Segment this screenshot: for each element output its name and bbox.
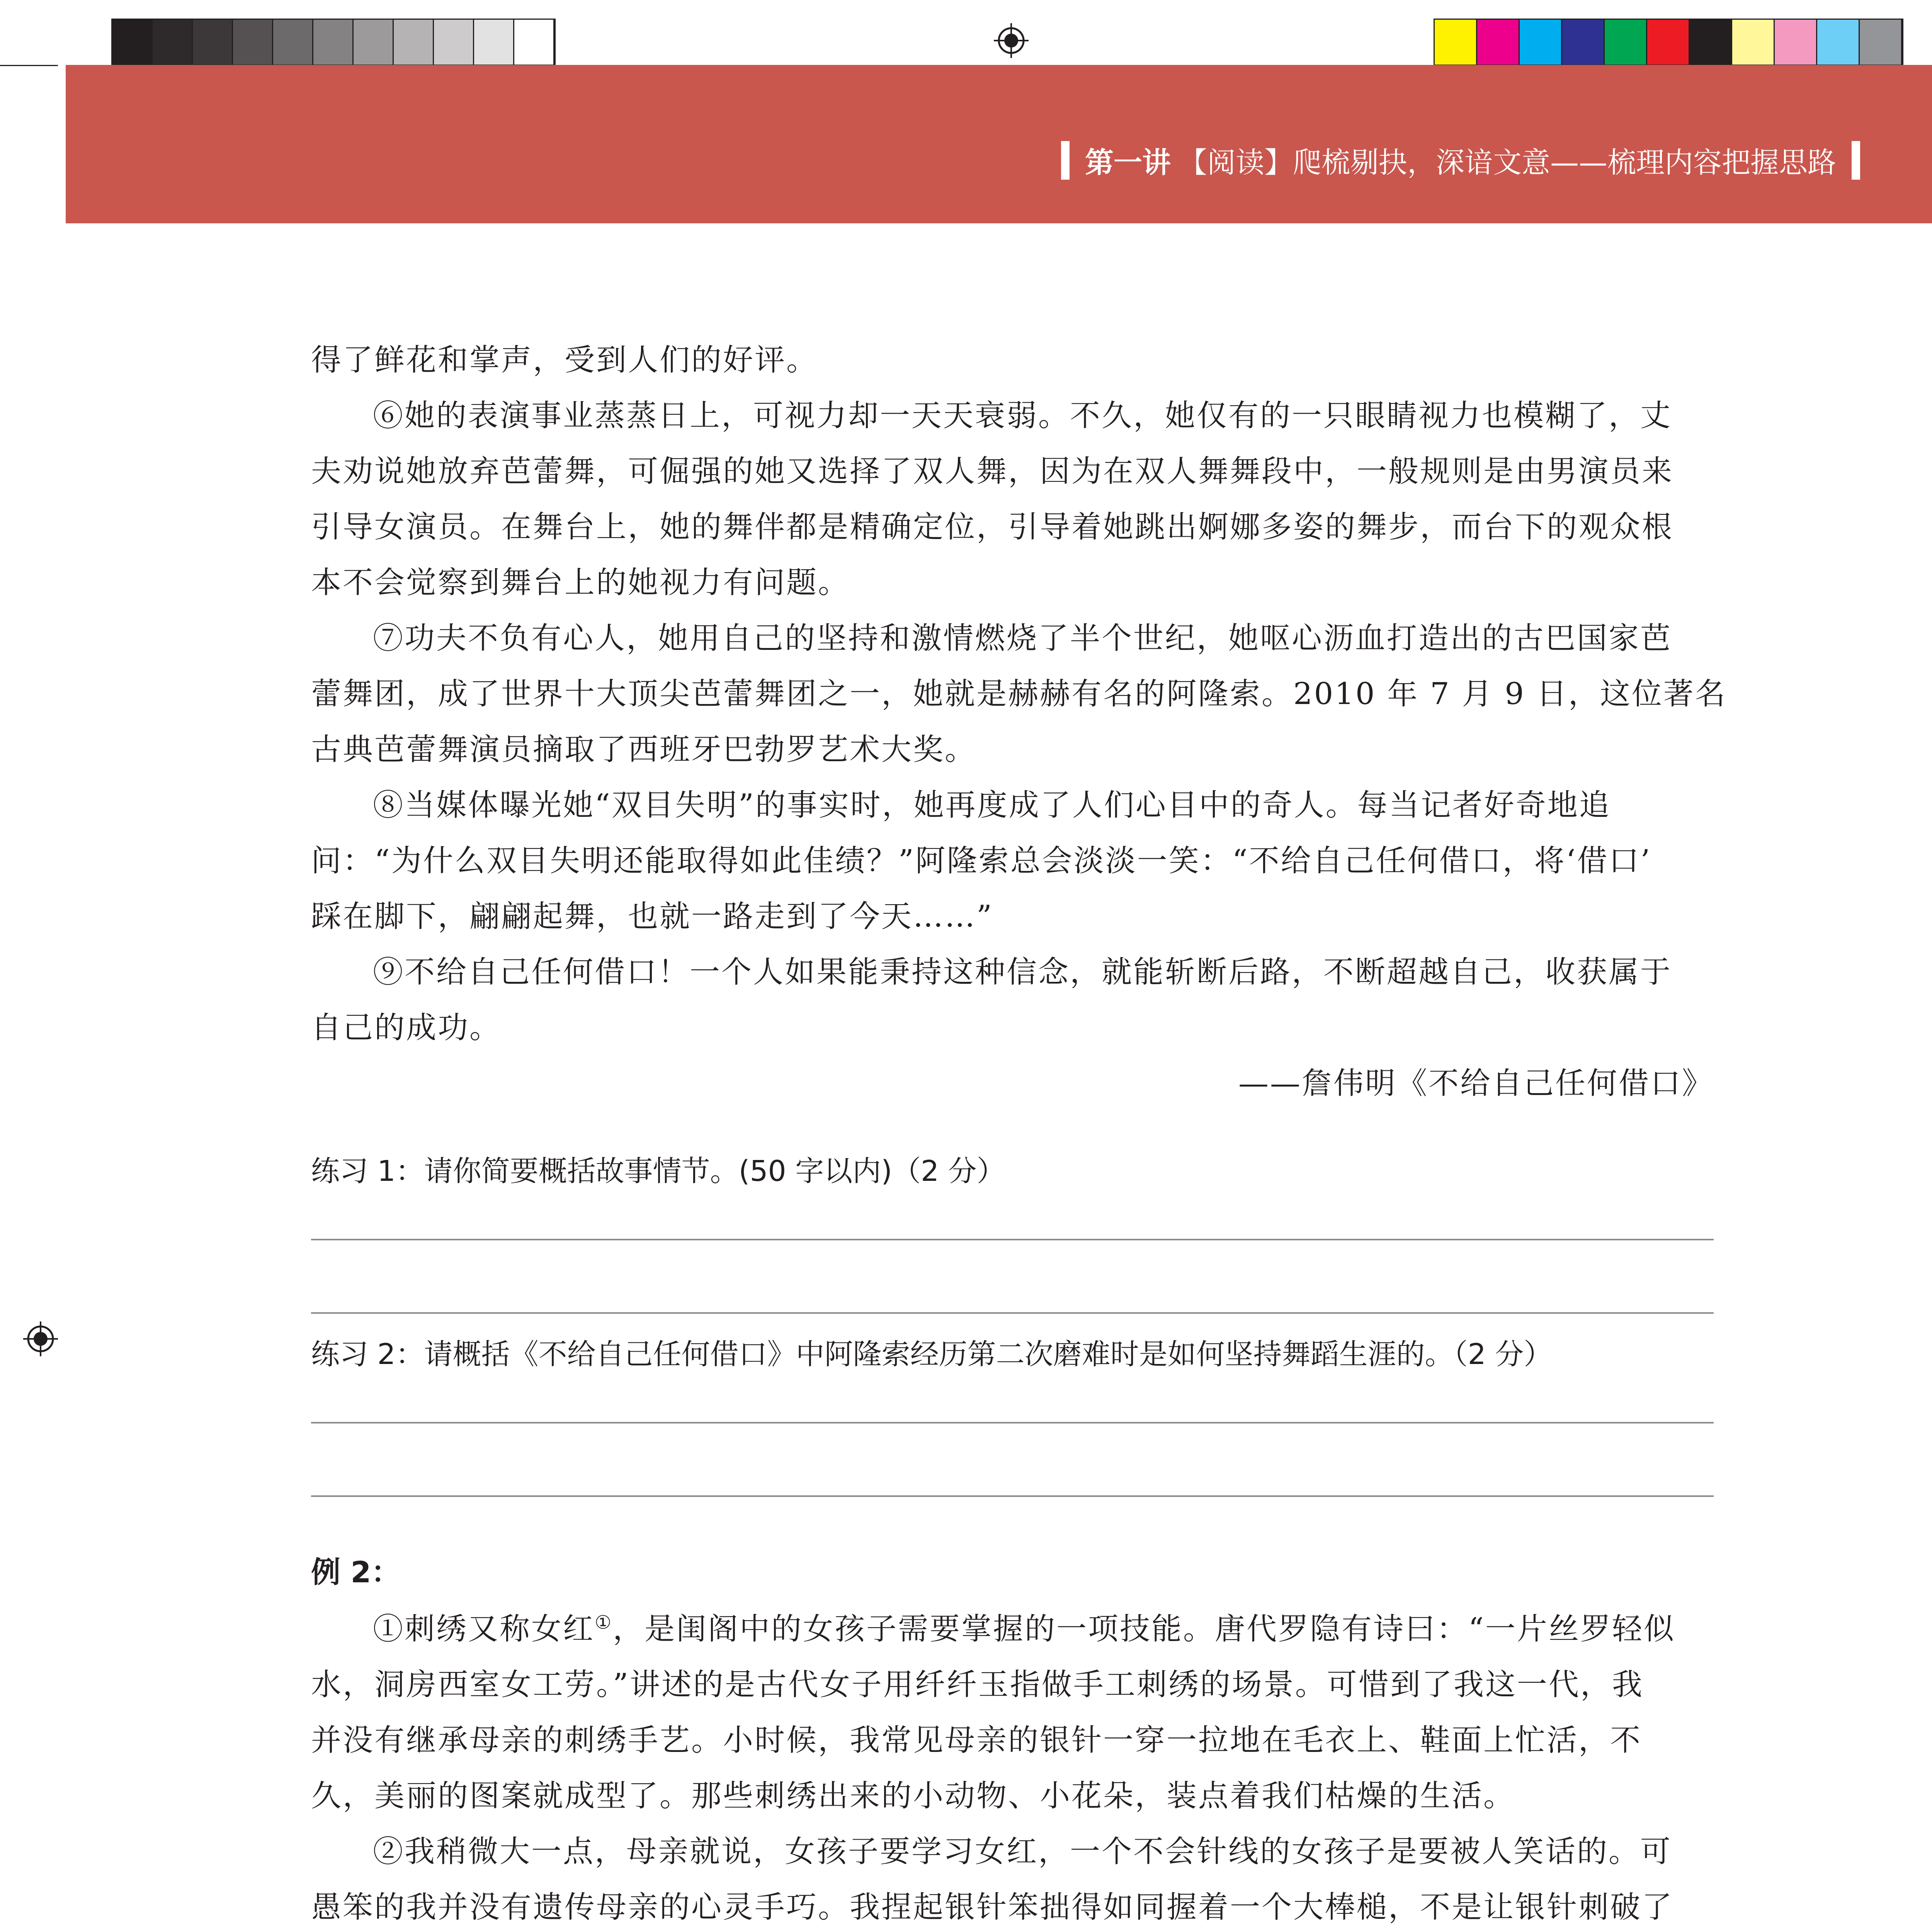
grayscale-calibration-bar (111, 19, 556, 66)
gray-swatch (273, 20, 313, 65)
gray-swatch (153, 20, 193, 65)
passage-line-part: ①刺绣又称女红 (373, 1612, 595, 1646)
color-swatch (1520, 20, 1562, 65)
passage-line: ⑨不给自己任何借口！一个人如果能秉持这种信念，就能斩断后路，不断超越自己，收获属于 (373, 955, 1672, 990)
gray-swatch (394, 20, 434, 65)
registration-mark-icon (23, 1321, 58, 1356)
color-swatch (1690, 20, 1732, 65)
passage-line: ②我稍微大一点，母亲就说，女孩子要学习女红，一个不会针线的女孩子是要被人笑话的。可 (373, 1834, 1672, 1869)
lecture-title: 【阅读】爬梳剔抉，深谙文意——梳理内容把握思路 (1179, 146, 1836, 179)
passage-line: 踩在脚下，翩翩起舞，也就一路走到了今天……” (311, 899, 993, 934)
passage-line: 夫劝说她放弃芭蕾舞，可倔强的她又选择了双人舞，因为在双人舞舞段中，一般规则是由男演员来 (311, 454, 1674, 489)
color-swatch (1775, 20, 1817, 65)
color-swatch (1562, 20, 1605, 65)
gray-swatch (193, 20, 233, 65)
color-calibration-bar (1434, 19, 1903, 66)
example-2-heading: 例 2： (311, 1555, 401, 1589)
running-header (1061, 141, 1860, 180)
gray-swatch (112, 20, 153, 65)
answer-line[interactable] (311, 1422, 1714, 1423)
exercise-1-question (311, 1146, 1714, 1196)
passage-line: 得了鲜花和掌声，受到人们的好评。 (311, 343, 818, 378)
gray-swatch (514, 20, 554, 65)
passage-line: ⑥她的表演事业蒸蒸日上，可视力却一天天衰弱。不久，她仅有的一只眼睛视力也模糊了，丈 (373, 398, 1672, 433)
exercise-text: 请你简要概括故事情节。(50 字以内)（2 分） (424, 1155, 1005, 1188)
exercise-label: 练习 1： (311, 1155, 424, 1188)
lecture-number: 第一讲 (1085, 146, 1171, 179)
passage-line: ⑧当媒体曝光她“双目失明”的事实时，她再度成了人们心目中的奇人。每当记者好奇地追 (373, 788, 1611, 823)
passage-line: 并没有继承母亲的刺绣手艺。小时候，我常见母亲的银针一穿一拉地在毛衣上、鞋面上忙活，不 (311, 1723, 1642, 1758)
color-swatch (1605, 20, 1647, 65)
passage-line: 愚笨的我并没有遗传母亲的心灵手巧。我捏起银针笨拙得如同握着一个大棒槌，不是让银针刺破了 (311, 1890, 1674, 1925)
passage-line: 久，美丽的图案就成型了。那些刺绣出来的小动物、小花朵，装点着我们枯燥的生活。 (311, 1779, 1515, 1813)
color-swatch (1860, 20, 1902, 65)
answer-line[interactable] (311, 1495, 1714, 1497)
passage-line: 引导女演员。在舞台上，她的舞伴都是精确定位，引导着她跳出婀娜多姿的舞步，而台下的观众根 (311, 510, 1674, 544)
passage-line: ⑦功夫不负有心人，她用自己的坚持和激情燃烧了半个世纪，她呕心沥血打造出的古巴国家芭 (373, 621, 1672, 656)
passage-line: 水，洞房西室女工劳。”讲述的是古代女子用纤纤玉指做手工刺绣的场景。可惜到了我这一代，我 (311, 1667, 1644, 1702)
passage-1 (311, 332, 1727, 1111)
answer-line[interactable] (311, 1239, 1714, 1240)
header-bar-right (1852, 141, 1860, 180)
page-content (311, 332, 1727, 1932)
passage-line: 问：“为什么双目失明还能取得如此佳绩？”阿隆索总会淡淡一笑：“不给自己任何借口，将‘借口’ (311, 844, 1652, 878)
registration-mark-icon (994, 23, 1029, 58)
gray-swatch (233, 20, 273, 65)
gray-swatch (313, 20, 354, 65)
passage-line: 蕾舞团，成了世界十大顶尖芭蕾舞团之一，她就是赫赫有名的阿隆索。2010 年 7 月 9 日，这位著名 (311, 677, 1727, 711)
color-swatch (1435, 20, 1477, 65)
color-swatch (1817, 20, 1860, 65)
exercise-2-question (311, 1329, 1714, 1379)
header-bar-left (1061, 141, 1070, 180)
answer-line[interactable] (311, 1312, 1714, 1314)
passage-line: 自己的成功。 (311, 1010, 502, 1045)
passage-2 (311, 1601, 1714, 1932)
color-swatch (1647, 20, 1690, 65)
color-swatch (1732, 20, 1775, 65)
passage-line (311, 1601, 1714, 1657)
passage-line-part: ，是闺阁中的女孩子需要掌握的一项技能。唐代罗隐有诗曰：“一片丝罗轻似 (613, 1612, 1675, 1646)
exercise-label: 练习 2： (311, 1338, 424, 1371)
footnote-marker: ① (595, 1612, 613, 1633)
gray-swatch (474, 20, 514, 65)
gray-swatch (354, 20, 394, 65)
gray-swatch (434, 20, 474, 65)
exercise-text: 请概括《不给自己任何借口》中阿隆索经历第二次磨难时是如何坚持舞蹈生涯的。（2 分） (424, 1338, 1553, 1371)
passage-line: 本不会觉察到舞台上的她视力有问题。 (311, 565, 850, 600)
passage-line: 古典芭蕾舞演员摘取了西班牙巴勃罗艺术大奖。 (311, 732, 977, 767)
passage-source: ——詹伟明《不给自己任何借口》 (1238, 1066, 1714, 1101)
color-swatch (1477, 20, 1520, 65)
